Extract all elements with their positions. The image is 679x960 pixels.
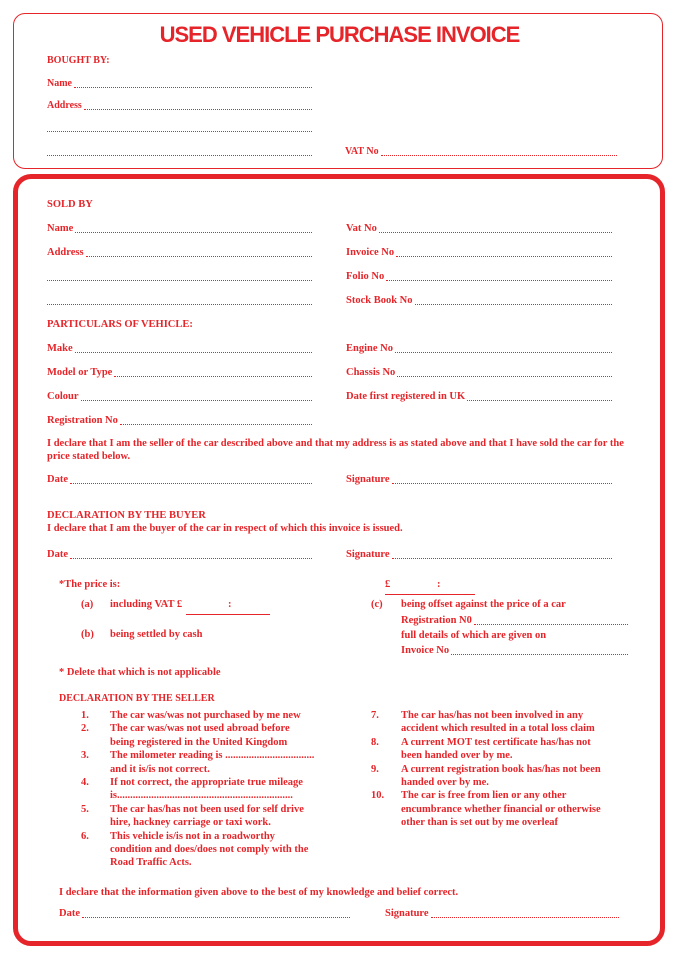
invoice-no-field[interactable] [346,246,612,259]
declaration-item-text: handed over by me. [401,777,489,788]
option-c-label: (c) [371,599,383,610]
price-colon: : [437,579,441,590]
option-a-label: (a) [81,599,94,610]
declaration-item-text: The car has/has not been used for self drive [110,803,304,815]
buyer-address-line-3[interactable] [47,145,312,158]
option-c-text: being offset against the price of a car [401,599,566,610]
label: Date [47,549,68,560]
label: Chassis No [346,367,396,378]
buyer-vat-field[interactable] [345,145,617,158]
label: Colour [47,391,79,402]
declaration-item-text: been handed over by me. [401,750,513,762]
declaration-item-text: The car was/was not used abroad before [110,723,290,735]
seller-signature-field[interactable] [346,473,612,486]
label: Engine No [346,343,393,354]
label: Registration No [47,415,118,426]
declaration-item-text: The milometer reading is .................................. [110,750,315,762]
declaration-item-number: 4. [81,777,89,788]
declaration-item-number: 3. [81,750,89,762]
label: Date [47,474,68,485]
declaration-item-text: The car was/was not purchased by me new [110,710,301,721]
seller-name-field[interactable] [47,222,312,235]
offset-invoice-field[interactable] [401,644,628,657]
label: Date first registered in UK [346,391,466,402]
final-declaration: I declare that the information given above to the best of my knowledge and belief correct. [59,887,459,898]
seller-address-line-3[interactable] [47,294,312,307]
declaration-item-text: is................................................................... [110,790,293,802]
label: Folio No [346,271,385,282]
label: Name [47,223,74,234]
option-a-text: including VAT £ [110,599,183,610]
label: Registration N0 [401,615,472,626]
label: Stock Book No [346,295,413,306]
declaration-item-text: A current registration book has/has not been [401,763,601,775]
label: Signature [346,474,390,485]
including-vat-input[interactable] [186,614,270,615]
buyer-signature-field[interactable] [346,548,612,561]
buyer-address-line-2[interactable] [47,121,312,134]
declaration-item-number: 5. [81,803,89,815]
stock-book-no-field[interactable] [346,294,612,307]
price-heading: *The price is: [59,579,121,590]
declaration-item-number: 8. [371,736,379,748]
particulars-heading: PARTICULARS OF VEHICLE: [47,319,193,330]
declaration-item-text: Road Traffic Acts. [110,857,192,869]
seller-declaration-heading: DECLARATION BY THE SELLER [59,693,215,704]
offset-registration-field[interactable] [401,614,628,627]
model-field[interactable] [47,366,312,379]
option-b-text: being settled by cash [110,629,203,640]
buyer-date-field[interactable] [47,548,312,561]
sold-by-heading: SOLD BY [47,199,93,210]
buyer-statement: I declare that I am the buyer of the car in respect of which this invoice is issued. [47,523,403,534]
colour-field[interactable] [47,390,312,403]
folio-no-field[interactable] [346,270,612,283]
seller-statement: I declare that I am the seller of the car described above and that my address is as stated above and that I have sold the car for the price stated below. [47,438,624,462]
buyer-declaration-heading: DECLARATION BY THE BUYER [47,510,206,521]
option-c-details: full details of which are given on [401,630,547,641]
label: Address [47,247,84,258]
label: Model or Type [47,367,113,378]
label: Date [59,908,80,919]
option-b-label: (b) [81,629,94,640]
declaration-item-text: other than is set out by me overleaf [401,817,558,829]
declaration-item-number: 10. [371,790,385,802]
declaration-item-text: encumbrance whether financial or otherwise [401,803,601,815]
label: Invoice No [401,645,450,656]
price-total-input[interactable] [385,594,475,595]
seller-date-field[interactable] [47,473,312,486]
label: Make [47,343,73,354]
label: Address [47,100,82,111]
date-first-registered-field[interactable] [346,390,612,403]
price-pound-sign: £ [385,579,391,590]
chassis-no-field[interactable] [346,366,612,379]
label: Signature [346,549,390,560]
declaration-item-number: 9. [371,763,379,775]
declaration-item-text: condition and does/does not comply with the [110,844,309,855]
final-signature-field[interactable] [385,907,619,920]
registration-field[interactable] [47,414,312,427]
make-field[interactable] [47,342,312,355]
declaration-item-text: hire, hackney carriage or taxi work. [110,817,271,829]
page-title: USED VEHICLE PURCHASE INVOICE [159,22,520,47]
declaration-item-text: If not correct, the appropriate true mileage [110,777,303,788]
declaration-item-text: The car has/has not been involved in any [401,710,584,721]
label: Vat No [346,223,377,234]
declaration-item-number: 1. [81,710,89,721]
declaration-item-number: 2. [81,723,89,735]
declaration-item-text: A current MOT test certificate has/has not [401,736,591,748]
declaration-item-text: and it is/is not correct. [110,763,210,775]
declaration-item-number: 7. [371,710,379,721]
engine-no-field[interactable] [346,342,612,355]
declaration-item-text: being registered in the United Kingdom [110,736,288,748]
label: Name [47,78,72,89]
seller-vat-field[interactable] [346,222,612,235]
declaration-item-number: 6. [81,830,89,842]
buyer-address-field[interactable] [47,99,312,112]
label: VAT No [345,146,379,157]
label: Invoice No [346,247,395,258]
option-a-colon: : [228,599,232,610]
seller-address-field[interactable] [47,246,312,259]
delete-note: * Delete that which is not applicable [59,667,221,678]
label: Signature [385,908,429,919]
buyer-name-field[interactable] [47,77,312,90]
declaration-item-text: This vehicle is/is not in a roadworthy [110,830,275,842]
final-date-field[interactable] [59,907,350,920]
declaration-item-text: The car is free from lien or any other [401,790,567,802]
seller-address-line-2[interactable] [47,270,312,283]
declaration-item-text: accident which resulted in a total loss claim [401,723,595,735]
bought-by-heading: BOUGHT BY: [47,55,110,66]
